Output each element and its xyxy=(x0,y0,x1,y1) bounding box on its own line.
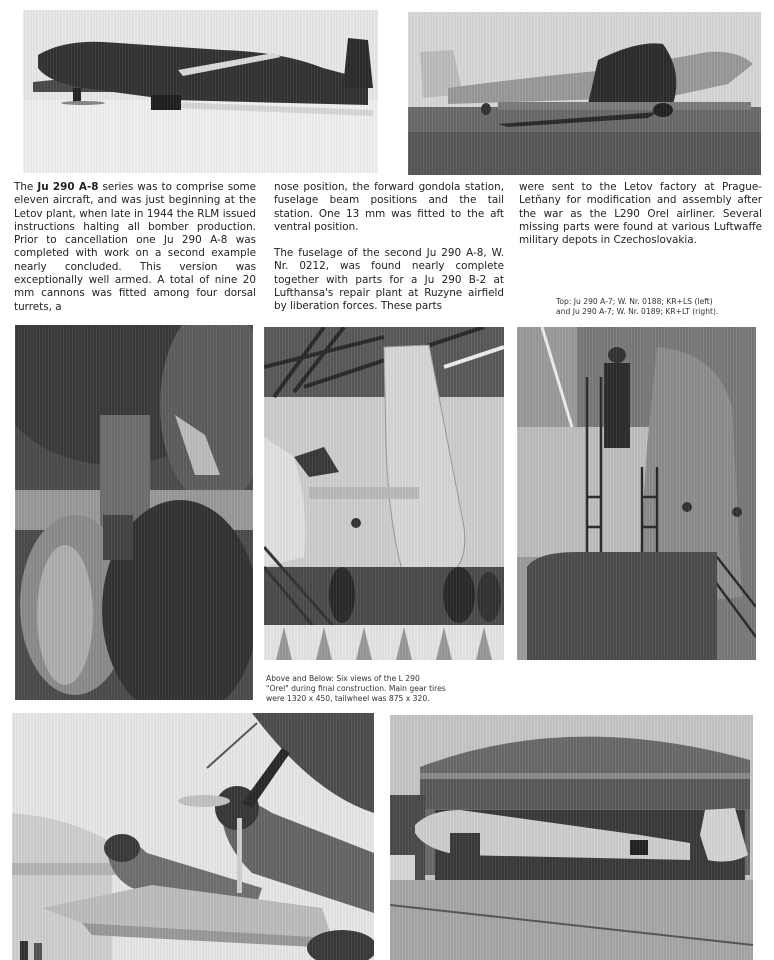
photo-tail-section-scaffold xyxy=(517,327,756,660)
article-column-3 xyxy=(519,181,762,247)
aircraft-illustration xyxy=(408,12,761,175)
photo-tail-fin-construction xyxy=(264,327,504,660)
aircraft-illustration xyxy=(23,10,378,173)
column-2-paragraph-1: nose position, the forward gondola station, fuselage beam positions and the tail station. One 13 mm was fitted to the aft ventral position. xyxy=(274,181,504,233)
column-1-paragraph: The Ju 290 A-8 series was to comprise some eleven aircraft, and was just beginning at the Letov plant, when late in 1944 the RLM issued instructions halting all bomber production. Prior to cancellation one Ju 290 A-8 was completed with work on a second example nearly concluded. This version was exceptionally well armed. A total of nine 20 mm cannons was fitted among four dorsal turrets, a xyxy=(14,181,256,313)
hangar-aircraft-illustration xyxy=(390,715,753,960)
landing-gear-illustration xyxy=(15,325,253,700)
photo-top-right-ju290-kr-lt xyxy=(408,12,761,175)
column-3-paragraph-1: were sent to the Letov factory at Prague-Letňany for modification and assembly after the war as the L290 Orel airliner. Several missing parts were found at various Luftwaffe military depots in Czechoslovakia. xyxy=(519,181,762,247)
column-2-paragraph-2: The fuselage of the second Ju 290 A-8, W. Nr. 0212, was found nearly complete together with parts for a Ju 290 B-2 at Lufthansa's repair plant at Ruzyne airfield by liberation forces. These parts xyxy=(274,247,504,313)
photo-orel-in-front-of-hangar xyxy=(390,715,753,960)
wing-engines-illustration xyxy=(12,713,374,960)
photo-wing-engines-propellers xyxy=(12,713,374,960)
model-name-bold: Ju 290 A-8 xyxy=(37,181,99,193)
tail-fin-illustration xyxy=(264,327,504,660)
photo-top-left-ju290-kr-ls xyxy=(23,10,378,173)
tail-scaffold-illustration xyxy=(517,327,756,660)
caption-six-views: Above and Below: Six views of the L 290 "Orel" during final construction. Main gear tires were 1320 x 450, tailwheel was 875 x 320. xyxy=(266,674,446,704)
caption-top-photos: Top: Ju 290 A-7; W. Nr. 0188; KR+LS (left) and Ju 290 A-7; W. Nr. 0189; KR+LT (right). xyxy=(556,297,719,317)
article-column-2 xyxy=(274,181,504,314)
article-column-1 xyxy=(14,181,256,314)
photo-main-gear-closeup xyxy=(15,325,253,700)
